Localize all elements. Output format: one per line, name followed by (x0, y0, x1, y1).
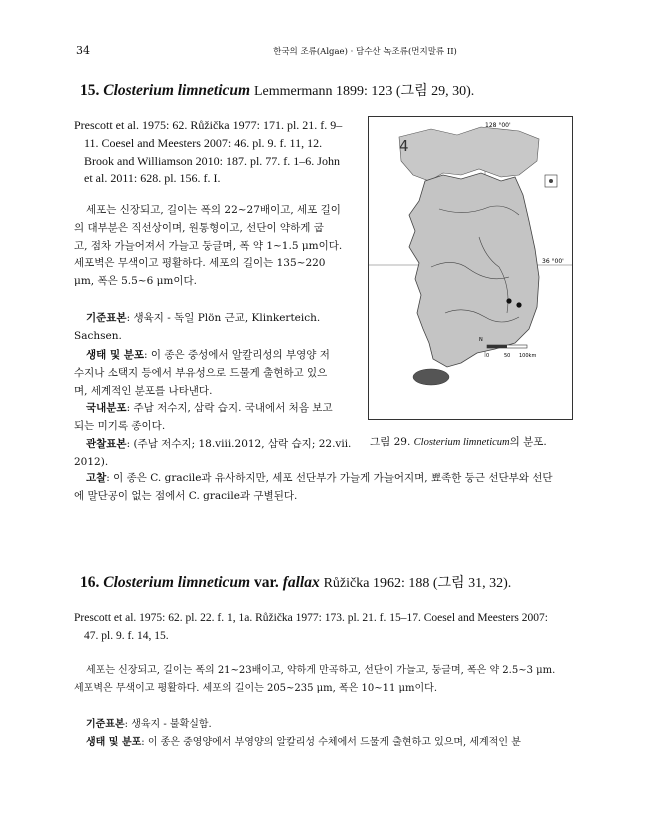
section-15-title (80, 80, 474, 100)
korea-text-cont: 되는 미기록 종이다. (74, 420, 166, 433)
reference-line: et al. 2011: 628. pl. 156. f. I. (84, 171, 221, 186)
caption-prefix: 그림 29. (370, 436, 411, 448)
type-text: : 생육지 - 독일 Plön 근교, Klinkerteich. (126, 312, 321, 324)
remark-text: : 이 종은 C. gracile과 유사하지만, 세포 선단부가 가늘게 가늘어지며, 뾰족한 둥근 선단부와 선단 (106, 472, 553, 484)
north-arrow-label: N (479, 337, 483, 343)
south-korea-landmass (409, 173, 539, 367)
ecology-text-cont: 며, 세계적인 분포를 나타낸다. (74, 384, 213, 397)
korea-map-graphic (369, 117, 572, 419)
description-line: 고, 점차 가늘어져서 가늘고 둥글며, 폭 약 1~1.5 μm이다. (74, 239, 343, 252)
reference-line: Prescott et al. 1975: 62. Růžička 1977: 171. pl. 21. f. 9– (74, 118, 343, 132)
section-16-var: var. (253, 574, 279, 591)
section-16-number: 16. (80, 574, 100, 591)
map-panel-number: 4 (399, 137, 409, 155)
ecology-text-cont: 수지나 소택지 등에서 부유성으로 드물게 출현하고 있으 (74, 366, 328, 379)
occurrence-dot (506, 298, 511, 303)
caption-suffix: 의 분포. (509, 436, 547, 448)
type-label: 기준표본 (86, 312, 127, 324)
reference-line: Prescott et al. 1975: 62. pl. 22. f. 1, 1a. Růžička 1977: 173. pl. 21. f. 15–17. Coesel and Meesters 2007: (74, 612, 548, 624)
page-number: 34 (76, 44, 90, 57)
scale-label-0: 0 (486, 353, 490, 359)
ecology-text: : 이 종은 중영양에서 부영양의 알칼리성 수체에서 드물게 출현하고 있으며, 세계적인 분 (141, 736, 521, 748)
description-line: 세포벽은 무색이고 평활하다. 세포의 길이는 205~235 μm, 폭은 10~11 μm이다. (74, 682, 438, 694)
distribution-map (368, 116, 573, 420)
occurrence-dot (516, 302, 521, 307)
section-16-type-ecology (74, 716, 579, 752)
description-line: 세포는 신장되고, 길이는 폭의 22~27배이고, 세포 길이 (86, 204, 341, 216)
section-15-author: Lemmermann 1899: 123 (그림 29, 30). (253, 84, 475, 99)
remark-label: 고찰 (86, 472, 107, 484)
observed-label: 관찰표본 (86, 437, 127, 450)
section-15-references (74, 117, 364, 188)
ecology-label: 생태 및 분포 (86, 736, 142, 748)
scale-label-100: 100km (519, 353, 537, 359)
caption-species: Closterium limneticum (413, 437, 510, 448)
section-15-description (74, 202, 364, 291)
reference-line: 11. Coesel and Meesters 2007: 46. pl. 9. f. 11, 12. (84, 135, 323, 150)
map-lon-label: 128 °00' (485, 122, 511, 129)
ecology-text: : 이 종은 중성에서 알칼리성의 부영양 저 (144, 349, 330, 361)
scale-label-50: 50 (504, 353, 511, 359)
section-16-author: Růžička 1962: 188 (그림 31, 32). (323, 576, 512, 591)
type-text-cont: Sachsen. (74, 329, 122, 342)
jeju-island (413, 369, 449, 385)
ecology-label: 생태 및 분포 (86, 349, 145, 361)
korea-label: 국내분포 (86, 402, 127, 415)
section-15-ecology (74, 347, 364, 472)
section-15-remark (74, 470, 574, 506)
observed-text-cont: 2012). (74, 455, 109, 468)
remark-text-cont: 에 말단공이 없는 점에서 C. gracile과 구별된다. (74, 489, 298, 502)
section-15-species: Closterium limneticum (103, 82, 251, 99)
section-16-references (74, 610, 579, 646)
reference-line: 47. pl. 9. f. 14, 15. (84, 629, 169, 642)
section-16-varname: fallax (282, 574, 320, 591)
map-lat-label: 36 °00' (542, 258, 564, 265)
scale-bar-fill (487, 345, 507, 348)
description-line: 의 대부분은 직선상이며, 원통형이고, 선단이 약하게 굽 (74, 221, 324, 234)
north-region (399, 127, 539, 181)
type-text: : 생육지 - 불확실함. (124, 719, 212, 730)
korea-text: : 주남 저수지, 삼락 습지. 국내에서 처음 보고 (126, 402, 333, 415)
reference-line: Brook and Williamson 2010: 187. pl. 77. f. 1–6. John (84, 153, 340, 168)
section-15-number: 15. (80, 82, 100, 99)
description-line: 세포벽은 무색이고 평활하다. 세포의 길이는 135~220 (74, 257, 326, 270)
ulleung-island (549, 179, 553, 183)
section-16-title (80, 572, 511, 592)
description-line: 세포는 신장되고, 길이는 폭의 21~23배이고, 약하게 만곡하고, 선단이 가늘고, 둥글며, 폭은 약 2.5~3 μm. (86, 665, 556, 676)
description-line: μm, 폭은 5.5~6 μm이다. (74, 275, 197, 288)
section-16-description (74, 662, 579, 698)
running-title: 한국의 조류(Algae) · 담수산 녹조류(먼지말류 II) (273, 47, 457, 57)
figure-29-caption (370, 434, 570, 449)
type-label: 기준표본 (86, 719, 125, 730)
section-16-species: Closterium limneticum (103, 574, 251, 591)
section-15-type (74, 310, 364, 346)
observed-text: : (주남 저수지; 18.viii.2012, 삼락 습지; 22.vii. (126, 437, 352, 450)
